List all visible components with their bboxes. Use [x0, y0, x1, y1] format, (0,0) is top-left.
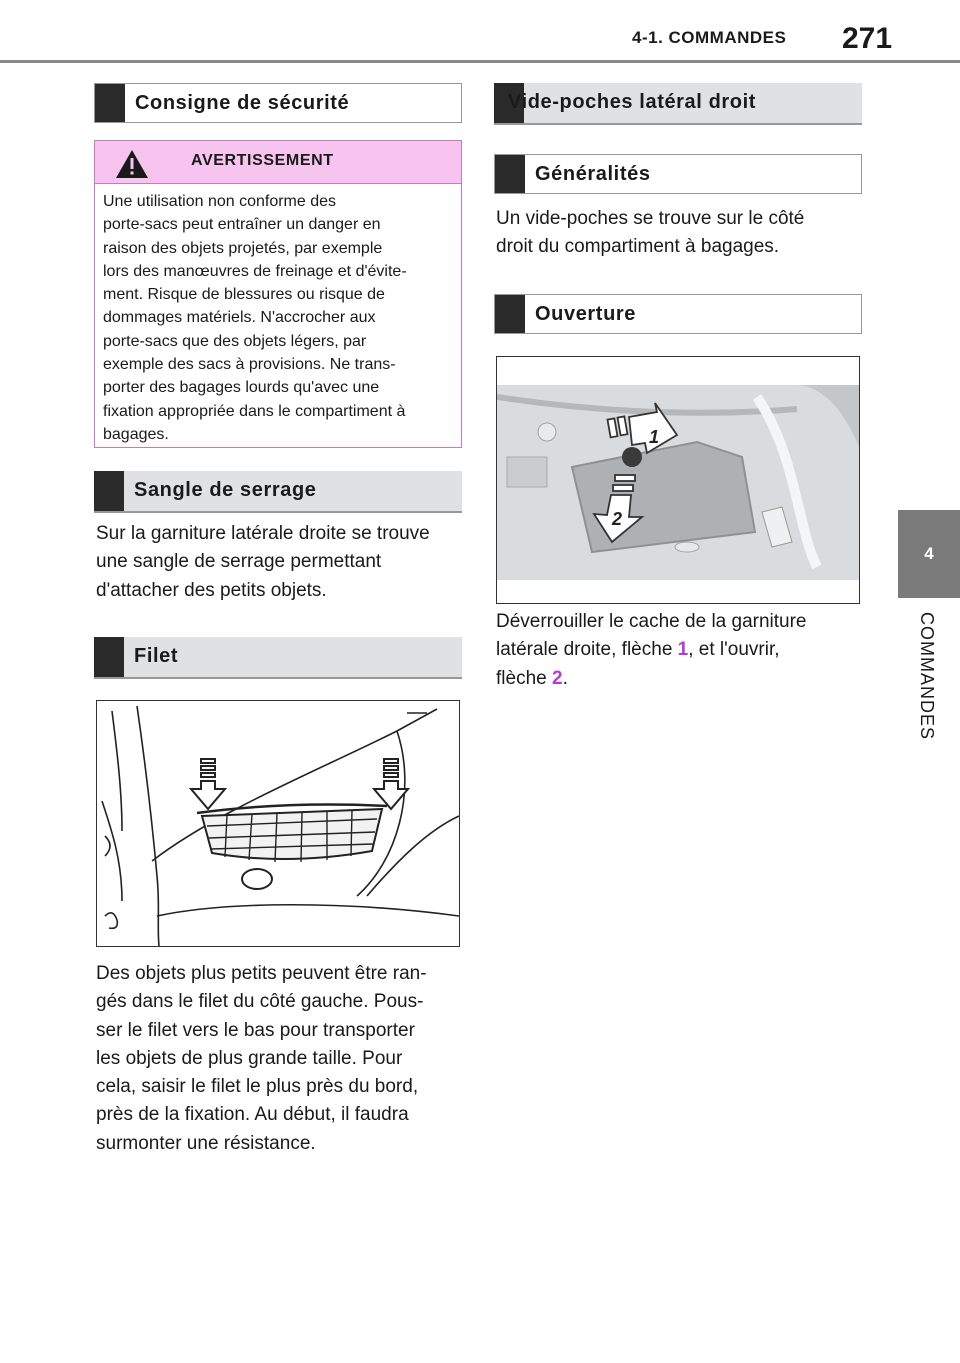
- warning-line: porter des bagages lourds qu'avec une: [103, 379, 380, 397]
- text-line: Un vide-poches se trouve sur le côté: [496, 208, 805, 229]
- text-segment: flèche: [496, 667, 552, 689]
- opening-paragraph: [496, 608, 807, 693]
- net-drawing: [97, 701, 459, 946]
- pocket-heading-text: Vide-poches latéral droit: [508, 91, 757, 113]
- chapter-tab[interactable]: [898, 510, 960, 598]
- strap-heading: [94, 471, 462, 513]
- net-paragraph: [96, 960, 427, 1158]
- warning-line: raison des objets projetés, par exemple: [103, 239, 383, 257]
- warning-header: [95, 141, 461, 184]
- text-line: surmonter une résistance.: [96, 1132, 316, 1154]
- text-line: ser le filet vers le bas pour transporter: [96, 1019, 415, 1041]
- text-line: droit du compartiment à bagages.: [496, 236, 780, 258]
- text-segment: .: [562, 667, 568, 689]
- warning-line: porte-sacs que des objets légers, par: [103, 332, 367, 350]
- opening-heading: [494, 294, 862, 334]
- text-line: [496, 636, 807, 664]
- text-line: les objets de plus grande taille. Pour: [96, 1047, 403, 1069]
- strap-heading-text: Sangle de serrage: [134, 479, 317, 501]
- page-number: 271: [842, 22, 893, 55]
- strap-paragraph: [96, 520, 430, 605]
- warning-line: exemple des sacs à provisions. Ne trans-: [103, 356, 396, 374]
- general-heading-text: Généralités: [535, 163, 651, 185]
- warning-line: Une utilisation non conforme des: [103, 193, 337, 210]
- warning-line: bagages.: [103, 425, 169, 443]
- text-line: Sur la garniture latérale droite se trouve: [96, 523, 430, 544]
- heading-bar: [95, 84, 125, 122]
- warning-title: AVERTISSEMENT: [191, 152, 334, 169]
- text-line: d'attacher des petits objets.: [96, 579, 327, 601]
- general-heading: [494, 154, 862, 194]
- arrow-ref-2: 2: [551, 667, 563, 689]
- warning-box: [94, 140, 462, 448]
- warning-triangle-icon: [115, 149, 149, 179]
- pocket-photo: [497, 357, 859, 603]
- chapter-tab-number: 4: [924, 544, 934, 563]
- heading-bar: [495, 295, 525, 333]
- safety-heading-text: Consigne de sécurité: [135, 92, 350, 114]
- chapter-tab-label: COMMANDES: [917, 612, 937, 741]
- figure-label-1: 1: [649, 427, 660, 447]
- heading-bar: [94, 637, 124, 677]
- safety-heading: [94, 83, 462, 123]
- text-line: [496, 665, 807, 693]
- heading-bar: [94, 471, 124, 511]
- warning-line: lors des manœuvres de freinage et d'évite-: [103, 262, 407, 280]
- warning-text: [95, 184, 461, 446]
- warning-line: fixation appropriée dans le compartiment à: [103, 402, 406, 420]
- text-line: cela, saisir le filet le plus près du bord,: [96, 1076, 419, 1098]
- warning-line: dommages matériels. N'accrocher aux: [103, 309, 376, 327]
- opening-heading-text: Ouverture: [535, 303, 636, 325]
- heading-bar: [495, 155, 525, 193]
- text-line: Des objets plus petits peuvent être ran-: [96, 963, 427, 984]
- net-heading-text: Filet: [134, 645, 179, 667]
- warning-line: porte-sacs peut entraîner un danger en: [103, 216, 381, 234]
- pocket-heading: [494, 83, 862, 125]
- general-paragraph: [496, 205, 804, 262]
- figure-label-2: 2: [612, 509, 623, 529]
- text-line: Déverrouiller le cache de la garniture: [496, 611, 807, 632]
- text-segment: latérale droite, flèche: [496, 639, 678, 661]
- text-line: gés dans le filet du côté gauche. Pous-: [96, 991, 424, 1013]
- text-line: une sangle de serrage permettant: [96, 551, 382, 573]
- header-rule: [0, 60, 960, 63]
- pocket-illustration: [496, 356, 860, 604]
- text-segment: , et l'ouvrir,: [688, 639, 780, 661]
- arrow-ref-1: 1: [677, 639, 689, 661]
- section-title: 4-1. COMMANDES: [632, 28, 787, 47]
- net-illustration: [96, 700, 460, 947]
- warning-line: ment. Risque de blessures ou risque de: [103, 286, 385, 304]
- net-heading: [94, 637, 462, 679]
- text-line: près de la fixation. Au début, il faudra: [96, 1104, 409, 1126]
